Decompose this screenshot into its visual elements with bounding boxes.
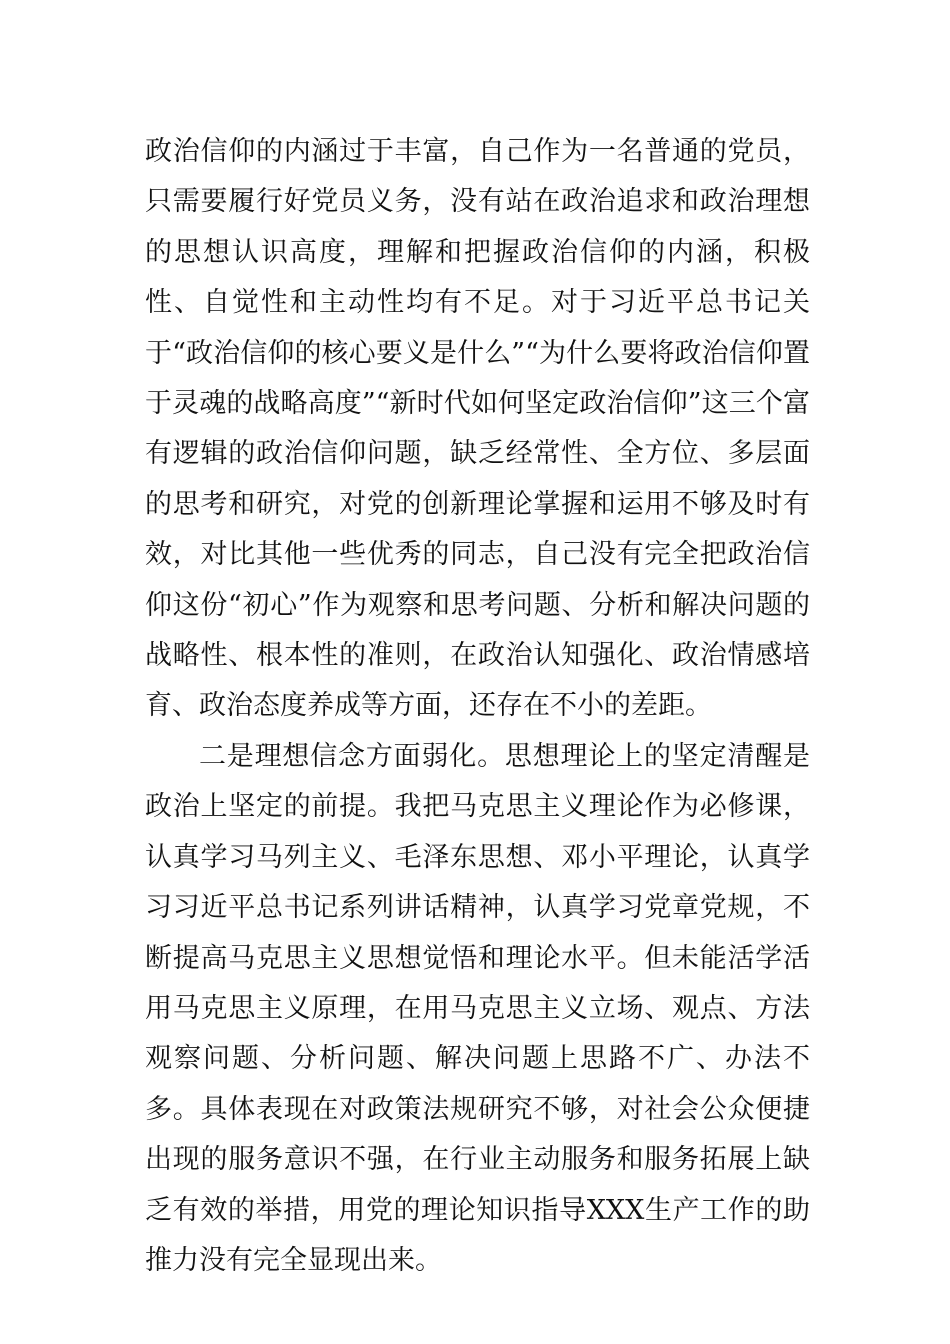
body-text [145,127,810,1286]
paragraph-political-belief: 政治信仰的内涵过于丰富，自己作为一名普通的党员，只需要履行好党员义务，没有站在政治追求和政治理想的思想认识高度，理解和把握政治信仰的内涵，积极性、自觉性和主动性均有不足。对于习近平总书记关于“政治信仰的核心要义是什么”“为什么要将政治信仰置于灵魂的战略高度”“新时代如何坚定政治信仰”这三个富有逻辑的政治信仰问题，缺乏经常性、全方位、多层面的思考和研究，对党的创新理论掌握和运用不够及时有效，对比其他一些优秀的同志，自己没有完全把政治信仰这份“初心”作为观察和思考问题、分析和解决问题的战略性、根本性的准则，在政治认知强化、政治情感培育、政治态度养成等方面，还存在不小的差距。 [145,136,810,722]
paragraph-ideals-belief: 二是理想信念方面弱化。思想理论上的坚定清醒是政治上坚定的前提。我把马克思主义理论作为必修课，认真学习马列主义、毛泽东思想、邓小平理论，认真学习习近平总书记系列讲话精神，认真学习党章党规，不断提高马克思主义思想觉悟和理论水平。但未能活学活用马克思主义原理，在用马克思主义立场、观点、方法观察问题、分析问题、解决问题上思路不广、办法不多。具体表现在对政策法规研究不够，对社会公众便捷出现的服务意识不强，在行业主动服务和服务拓展上缺乏有效的举措，用党的理论知识指导XXX生产工作的助推力没有完全显现出来。 [145,740,810,1276]
